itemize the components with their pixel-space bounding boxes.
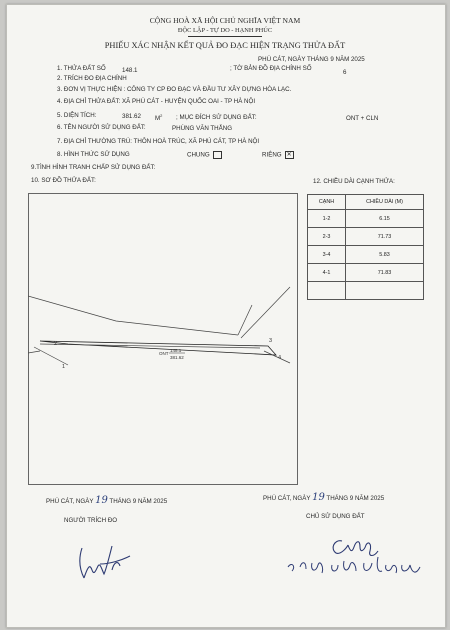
common-checkbox[interactable] (213, 151, 222, 159)
land-user-name: PHÙNG VĂN THẮNG (172, 125, 233, 132)
land-user-label: 6. TÊN NGƯỜI SỬ DỤNG ĐẤT: (57, 124, 146, 131)
land-type-label: ONT (159, 351, 169, 356)
area-label: 5. DIỆN TÍCH: (57, 112, 97, 119)
length-cell: 6.15 (346, 210, 424, 228)
adjacent-line-corner (264, 351, 290, 363)
adjacent-boundary-left (28, 296, 238, 335)
dispute-status-label: 9.TÌNH HÌNH TRANH CHẤP SỬ DỤNG ĐẤT: (31, 164, 156, 171)
point-label-2: 2 (54, 341, 58, 347)
motto: ĐỘC LẬP - TỰ DO - HẠNH PHÚC (177, 27, 273, 34)
document-title: PHIẾU XÁC NHẬN KẾT QUẢ ĐO ĐẠC HIỆN TRẠNG THỬA ĐẤT (104, 41, 346, 50)
left-date-prefix: PHÚ CÁT, NGÀY (46, 498, 94, 505)
table-row (308, 264, 424, 282)
point-label-4: 4 (278, 355, 282, 361)
owner-signature (282, 527, 432, 587)
land-use-purpose-value: ONT + CLN (346, 115, 379, 122)
surveyor-role: NGƯỜI TRÍCH ĐO (64, 517, 118, 524)
table-row (308, 228, 424, 246)
right-date-prefix: PHÚ CÁT, NGÀY (263, 495, 311, 502)
surveyor-signature (70, 540, 140, 585)
left-day-handwritten: 19 (95, 495, 108, 506)
parcel-id-label: 148.1 (170, 348, 182, 353)
usage-form-label: 8. HÌNH THỨC SỬ DỤNG (57, 151, 130, 158)
parcel-area-label: 381.62 (170, 355, 184, 360)
usage-private (262, 151, 294, 159)
date-line: PHÚ CÁT, NGÀY THÁNG 9 NĂM 2025 (258, 56, 365, 63)
cadastral-extract-label: 2. TRÍCH ĐO ĐỊA CHÍNH (57, 75, 127, 82)
edge-cell: 3-4 (308, 246, 346, 264)
edge-cell: 4-1 (308, 264, 346, 282)
left-date-suffix: THÁNG 9 NĂM 2025 (109, 498, 168, 505)
edge-length-table (307, 194, 424, 300)
edge-length-title: 12. CHIỀU DÀI CẠNH THỬA: (313, 178, 395, 185)
length-cell: 5.83 (346, 246, 424, 264)
col-length-header: CHIỀU DÀI (M) (346, 195, 424, 210)
executing-unit: 3. ĐƠN VỊ THỰC HIỆN : CÔNG TY CP ĐO ĐẠC VÀ ĐẦU TƯ XÂY DỰNG HÒA LẠC. (57, 86, 292, 93)
edge-cell: 1-2 (308, 210, 346, 228)
table-row (308, 210, 424, 228)
private-checkbox[interactable]: ✕ (286, 152, 292, 158)
table-row (308, 282, 424, 300)
col-edge-header: CẠNH (308, 195, 346, 210)
length-cell: 71.83 (346, 264, 424, 282)
left-signing-date (46, 495, 167, 506)
table-header-row (308, 195, 424, 210)
adjacent-line-bottom (34, 347, 68, 365)
right-signing-date (263, 492, 384, 503)
land-use-purpose-label: ; MỤC ĐÍCH SỬ DỤNG ĐẤT: (176, 114, 257, 121)
map-sheet-label: ; TỜ BẢN ĐỒ ĐỊA CHÍNH SỐ (230, 65, 312, 72)
permanent-address: 7. ĐỊA CHỈ THƯỜNG TRÚ: THÔN HOÀ TRÚC, XÃ PHÚ CÁT, TP HÀ NỘI (57, 138, 260, 145)
area-unit-text: M (155, 115, 161, 123)
parcel-diagram (28, 193, 298, 485)
parcel-number-label: 1. THỬA ĐẤT SỐ (57, 65, 106, 72)
area-unit (155, 113, 162, 122)
parcel-boundary (40, 341, 276, 355)
area-value: 381.62 (122, 113, 141, 120)
point-label-3: 3 (269, 338, 273, 344)
right-day-handwritten: 19 (312, 492, 325, 503)
length-cell: 71.73 (346, 228, 424, 246)
parcel-number-value: 148.1 (122, 67, 138, 74)
usage-private-label: RIÊNG (262, 151, 282, 159)
parcel-inner-line (40, 344, 260, 348)
usage-common (187, 151, 222, 159)
table-row (308, 246, 424, 264)
point-label-1: 1 (62, 364, 66, 370)
right-date-suffix: THÁNG 9 NĂM 2025 (326, 495, 385, 502)
adjacent-line-edge (28, 351, 40, 353)
map-sheet-value: 6 (343, 69, 347, 76)
area-unit-exponent: 2 (160, 113, 163, 118)
edge-cell: 2-3 (308, 228, 346, 246)
republic-heading: CỘNG HOÀ XÃ HỘI CHỦ NGHĨA VIỆT NAM (149, 16, 301, 25)
adjacent-boundary-top (238, 305, 252, 335)
empty-cell (346, 282, 424, 300)
usage-common-label: CHUNG (187, 151, 210, 159)
parcel-diagram-label: 10. SƠ ĐỒ THỬA ĐẤT: (31, 177, 96, 184)
parcel-address: 4. ĐỊA CHỈ THỬA ĐẤT: XÃ PHÚ CÁT - HUYỆN QUỐC OAI - TP HÀ NỘI (57, 98, 256, 105)
empty-cell (308, 282, 346, 300)
owner-role: CHỦ SỬ DỤNG ĐẤT (306, 513, 365, 520)
motto-underline (188, 36, 262, 37)
